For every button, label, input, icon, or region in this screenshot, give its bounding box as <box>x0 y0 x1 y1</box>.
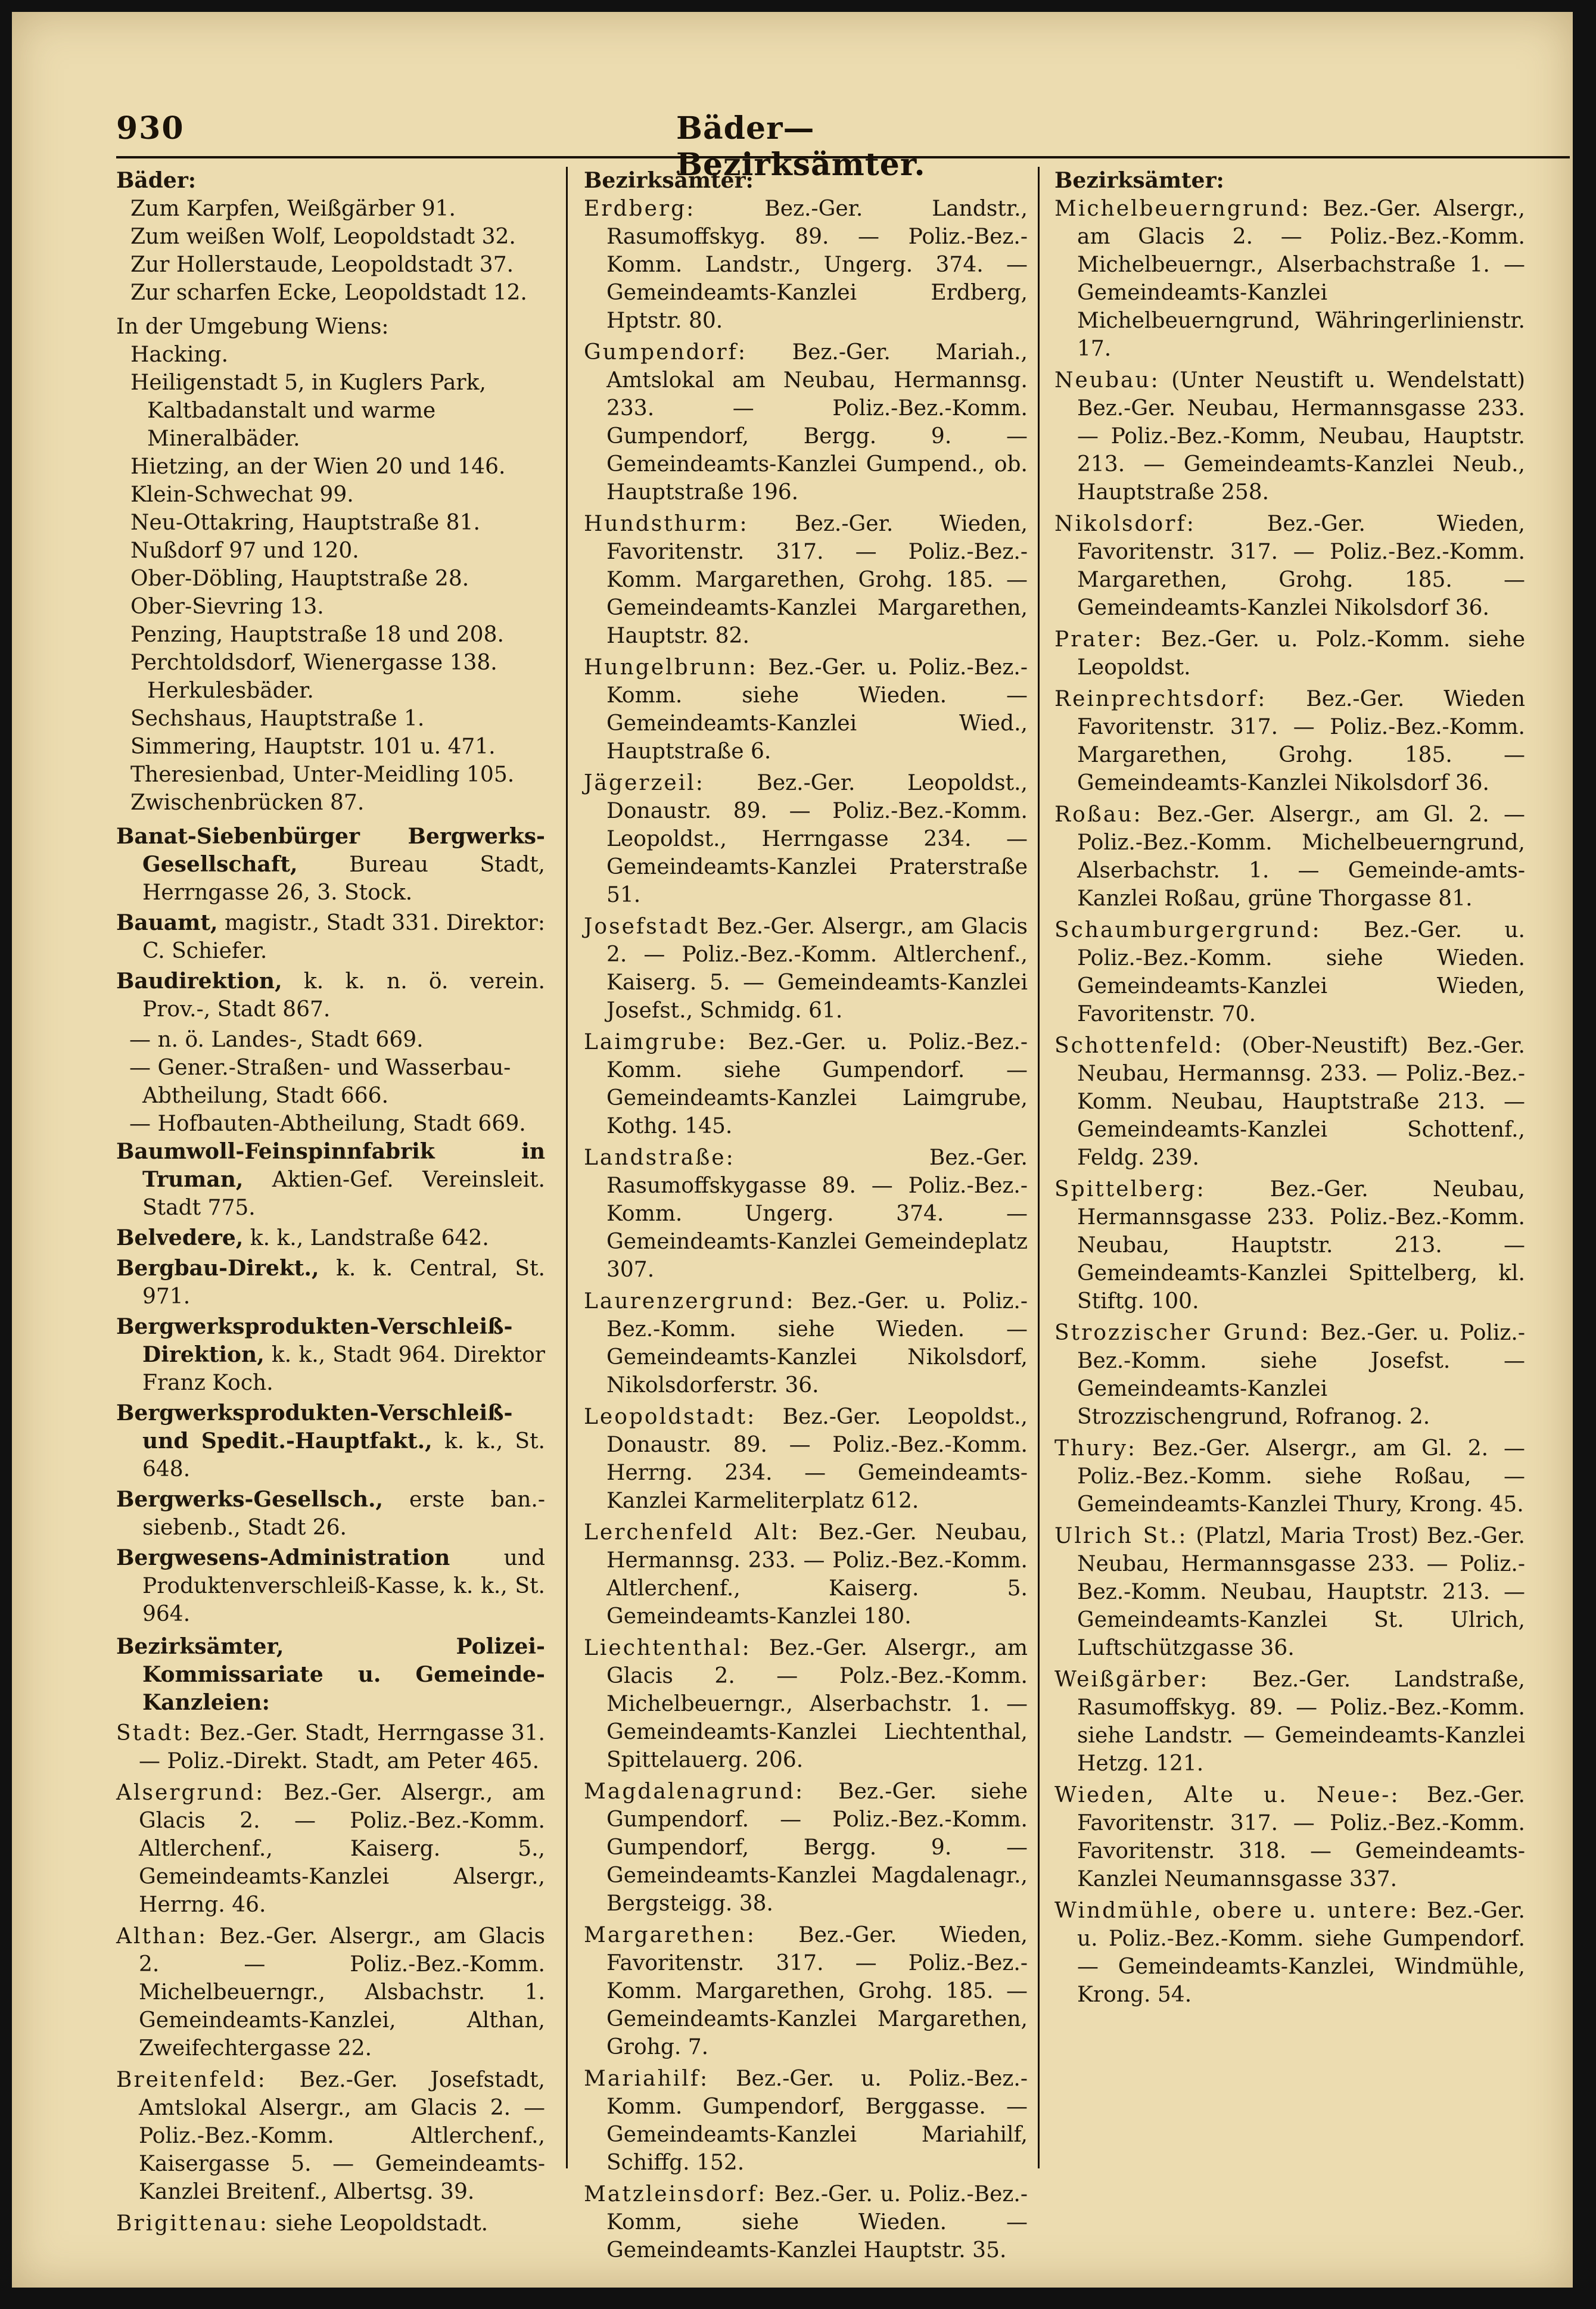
place-entry <box>116 1719 545 1775</box>
place-name: Josefstadt <box>584 914 710 939</box>
list-item: Heiligenstadt 5, in Kuglers Park, Kaltbadanstalt und warme Mineralbäder. <box>130 371 486 451</box>
list-item: Ober-Sievring 13. <box>130 595 324 619</box>
entry-key: Bergwesens-Administration <box>116 1545 450 1570</box>
list-item: Zum Karpfen, Weißgärber 91. <box>130 197 456 221</box>
place-text: Bez.-Ger. Rasumoffskygasse 89. — Poliz.-Bez.-Komm. Ungerg. 374. — Gemeindeamts-Kanzlei Gemeindeplatz 307. <box>606 1146 1028 1282</box>
place-entry <box>584 913 1028 1025</box>
place-text: Bez.-Ger. Landstraße, Rasumoffskyg. 89. — Poliz.-Bez.-Komm. siehe Landstr. — Gemeindeamts-Kanzlei Hetzg. 121. <box>1077 1667 1525 1776</box>
place-name: Jägerzeil: <box>584 771 705 795</box>
place-name: Roßau: <box>1054 802 1143 827</box>
entry-text: Aktien-Gef. Vereinsleit. Stadt 775. <box>142 1168 545 1220</box>
place-entry <box>116 2210 545 2238</box>
place-name: Althan: <box>116 1924 207 1949</box>
list-item: Hietzing, an der Wien 20 und 146. <box>130 455 506 479</box>
list-item: Zum weißen Wolf, Leopoldstadt 32. <box>130 225 516 249</box>
place-name: Magdalenagrund: <box>584 1779 805 1804</box>
place-entry <box>584 510 1028 650</box>
sub-entry: — Gener.-Straßen- und Wasserbau-Abtheilung, Stadt 666. <box>129 1056 511 1108</box>
place-entry <box>584 1518 1028 1630</box>
place-text: Bez.-Ger. Alsergr., am Glacis 2. — Polz.-Bez.-Komm. Michelbeuerngr., Alserbachstr. 1. — Gemeindeamts-Kanzlei Liechtenthal, Spittelauerg. 206. <box>606 1636 1028 1772</box>
directory-entry <box>116 909 545 965</box>
place-text: Bez.-Ger. u. Poliz.-Bez.-Komm. siehe Gumpendorf. — Gemeindeamts-Kanzlei, Windmühle, Krong. 54. <box>1077 1899 1525 2007</box>
bezirk-list <box>116 1719 545 2238</box>
place-text: Bez.-Ger. Leopoldst., Donaustr. 89. — Poliz.-Bez.-Komm. Leopoldst., Herrngasse 234. — Gemeindeamts-Kanzlei Praterstraße 51. <box>606 771 1028 907</box>
running-title: Bäder—Bezirksämter. <box>676 110 926 183</box>
place-text: Bez.-Ger. Leopoldst., Donaustr. 89. — Poliz.-Bez.-Komm. Herrng. 234. — Gemeindeamts-Kanzlei Karmeliterplatz 612. <box>606 1405 1028 1513</box>
place-text: Bez.-Ger. siehe Gumpendorf. — Poliz.-Bez.-Komm. Gumpendorf, Bergg. 9. — Gemeindeamts-Kanzlei Magdalenagr., Bergsteigg. 38. <box>606 1779 1028 1916</box>
place-entry <box>116 2066 545 2206</box>
place-text: Bez.-Ger. Alsergr., am Glacis 2. — Poliz.-Bez.-Komm. Altlerchenf., Kaiserg. 5. — Gemeindeamts-Kanzlei Josefst., Schmidg. 61. <box>606 914 1028 1023</box>
column-right <box>1054 167 1525 2192</box>
place-entry <box>1054 801 1525 913</box>
place-text: Bez.-Ger. Alsergr., am Glacis 2. — Poliz.-Bez.-Komm. Michelbeuerngr., Alsbachstr. 1. Gemeindeamts-Kanzlei, Althan, Zweifechtergasse 22. <box>139 1924 545 2061</box>
place-entry <box>584 1778 1028 1918</box>
column-heading: Bezirksämter: <box>1054 168 1224 193</box>
place-name: Brigittenau: <box>116 2211 269 2236</box>
list-item: Perchtoldsdorf, Wienergasse 138. Herkulesbäder. <box>130 651 497 703</box>
place-entry <box>584 338 1028 506</box>
place-text: Bez.-Ger. u. Poliz.-Bez.-Komm. siehe Wieden. — Gemeindeamts-Kanzlei Wied., Hauptstraße 6. <box>606 655 1028 764</box>
page-number: 930 <box>116 110 185 147</box>
entry-key: Baudirektion, <box>116 969 282 994</box>
place-name: Landstraße: <box>584 1146 735 1170</box>
place-name: Gumpendorf: <box>584 340 747 365</box>
place-name: Laurenzergrund: <box>584 1289 795 1314</box>
place-text: (Platzl, Maria Trost) Bez.-Ger. Neubau, Hermannsgasse 233. — Poliz.-Bez.-Komm. Neubau, Hauptstr. 213. — Gemeindeamts-Kanzlei St. Ulrich, Luftschützgasse 36. <box>1077 1524 1525 1660</box>
place-entry <box>1054 1032 1525 1172</box>
list-item: Zur scharfen Ecke, Leopoldstadt 12. <box>130 281 527 305</box>
place-name: Liechtenthal: <box>584 1636 751 1660</box>
place-text: Bez.-Ger. Landstr., Rasumoffskyg. 89. — Poliz.-Bez.-Komm. Landstr., Ungerg. 374. — Gemeindeamts-Kanzlei Erdberg, Hptstr. 80. <box>606 197 1028 333</box>
entry-key: Baumwoll-Feinspinnfabrik in Truman, <box>116 1139 545 1192</box>
place-entry <box>584 2180 1028 2264</box>
page-header <box>116 110 992 183</box>
place-entry <box>584 1287 1028 1399</box>
place-text: siehe Leopoldstadt. <box>268 2211 489 2236</box>
place-name: Breitenfeld: <box>116 2068 267 2092</box>
place-name: Ulrich St.: <box>1054 1524 1188 1548</box>
place-text: Bez.-Ger. u. Poliz.-Bez.-Komm, siehe Wieden. — Gemeindeamts-Kanzlei Hauptstr. 35. <box>606 2182 1028 2263</box>
directory-entry <box>116 1313 545 1397</box>
place-entry <box>1054 1897 1525 2009</box>
entry-key: Bergwerksprodukten-Verschleiß-Direktion, <box>116 1314 513 1367</box>
place-text: Bez.-Ger. Favoritenstr. 317. — Poliz.-Bez.-Komm. Favoritenstr. 318. — Gemeindeamts-Kanzlei Neumannsgasse 337. <box>1077 1783 1525 1891</box>
place-text: Bez.-Ger. Alsergr., am Glacis 2. — Poliz.-Bez.-Komm. Altlerchenf., Kaiserg. 5., Gemeindeamts-Kanzlei Alsergr., Herrng. 46. <box>139 1781 545 1917</box>
entry-text: k. k. Central, St. 971. <box>142 1256 545 1309</box>
place-name: Wieden, Alte u. Neue-: <box>1054 1783 1400 1807</box>
entry-key: Bauamt, <box>116 910 218 935</box>
place-entry <box>1054 916 1525 1028</box>
place-name: Michelbeuerngrund: <box>1054 197 1311 221</box>
list-item: Theresienbad, Unter-Meidling 105. <box>130 763 515 787</box>
place-name: Strozzischer Grund: <box>1054 1321 1311 1345</box>
place-entry <box>584 654 1028 765</box>
column-divider <box>566 167 568 2168</box>
baeder-list <box>116 195 545 307</box>
place-name: Schottenfeld: <box>1054 1034 1224 1058</box>
directory-entry <box>116 967 545 1023</box>
place-name: Neubau: <box>1054 368 1160 393</box>
place-name: Matzleinsdorf: <box>584 2182 767 2207</box>
entry-text: k. k., St. 648. <box>142 1429 545 1482</box>
place-text: Bez.-Ger. Wieden, Favoritenstr. 317. — Poliz.-Bez.-Komm. Margarethen, Grohg. 185. — Gemeindeamts-Kanzlei Margarethen, Grohg. 7. <box>606 1923 1028 2059</box>
directory-entry <box>116 1255 545 1311</box>
place-text: Bez.-Ger. Stadt, Herrngasse 31. — Poliz.-Direkt. Stadt, am Peter 465. <box>139 1721 545 1773</box>
place-text: Bez.-Ger. Alsergr., am Gl. 2. — Poliz.-Bez.-Komm. siehe Roßau, — Gemeindeamts-Kanzlei Thury, Krong. 45. <box>1077 1436 1525 1517</box>
place-text: (Ober-Neustift) Bez.-Ger. Neubau, Hermannsg. 233. — Poliz.-Bez.-Komm. Neubau, Hauptstraße 213. — Gemeindeamts-Kanzlei Schottenf., Feldg. 239. <box>1077 1034 1525 1170</box>
place-name: Hundsthurm: <box>584 512 749 536</box>
place-entry <box>1054 195 1525 363</box>
list-item: Zwischenbrücken 87. <box>130 791 365 815</box>
entry-key: Bergwerks-Gesellsch., <box>116 1487 384 1512</box>
place-name: Lerchenfeld Alt: <box>584 1520 800 1545</box>
entry-key: Bergbau-Direkt., <box>116 1256 319 1281</box>
place-entry <box>1054 510 1525 622</box>
place-entry <box>584 195 1028 335</box>
place-name: Alsergrund: <box>116 1781 265 1805</box>
entry-text: erste ban.-siebenb., Stadt 26. <box>142 1488 545 1540</box>
place-entry <box>584 1144 1028 1284</box>
place-entry <box>1054 1522 1525 1662</box>
entry-text: k. k. n. ö. verein. Prov.-, Stadt 867. <box>142 969 545 1022</box>
place-name: Windmühle, obere u. untere: <box>1054 1899 1419 1923</box>
place-text: Bez.-Ger. Neubau, Hermannsg. 233. — Poliz.-Bez.-Komm. Altlerchenf., Kaiserg. 5. Gemeindeamts-Kanzlei 180. <box>606 1520 1028 1629</box>
place-text: Bez.-Ger. u. Poliz.-Bez.-Komm. siehe Gumpendorf. — Gemeindeamts-Kanzlei Laimgrube, Kothg. 145. <box>606 1030 1028 1138</box>
directory-entry <box>116 1486 545 1542</box>
entry-text: k. k., Landstraße 642. <box>243 1226 489 1250</box>
list-item: Simmering, Hauptstr. 101 u. 471. <box>130 735 496 759</box>
place-text: Bez.-Ger. u. Poliz.-Bez.-Komm. siehe Wieden. Gemeindeamts-Kanzlei Wieden, Favoritenstr. 70. <box>1077 918 1525 1026</box>
list-item: Zur Hollerstaude, Leopoldstadt 37. <box>130 253 514 277</box>
directory-entry <box>116 1224 545 1252</box>
place-name: Mariahilf: <box>584 2067 710 2091</box>
place-name: Stadt: <box>116 1721 193 1745</box>
place-text: (Unter Neustift u. Wendelstatt) Bez.-Ger. Neubau, Hermannsgasse 233. — Poliz.-Bez.-Komm, Neubau, Hauptstr. 213. — Gemeindeamts-Kanzlei Neub., Hauptstraße 258. <box>1077 368 1525 505</box>
place-name: Thury: <box>1054 1436 1137 1461</box>
place-text: Bez.-Ger. u. Polz.-Komm. siehe Leopoldst. <box>1077 627 1525 680</box>
place-text: Bez.-Ger. u. Poliz.-Bez.-Komm. siehe Josefst. — Gemeindeamts-Kanzlei Strozzischengrund, Rofranog. 2. <box>1077 1321 1526 1429</box>
place-name: Erdberg: <box>584 197 696 221</box>
place-entry <box>116 1922 545 2062</box>
list-item: Klein-Schwechat 99. <box>130 483 354 507</box>
place-name: Weißgärber: <box>1054 1667 1209 1692</box>
place-name: Prater: <box>1054 627 1144 652</box>
place-text: Bez.-Ger. u. Poliz.-Bez.-Komm. Gumpendorf, Berggasse. — Gemeindeamts-Kanzlei Mariahilf, Schiffg. 152. <box>606 2067 1028 2175</box>
section-heading-bezirksaemter: Bezirksämter, Polizei-Kommissariate u. Gemeinde-Kanzleien: <box>116 1634 545 1715</box>
place-entry <box>1054 1781 1525 1893</box>
entry-text: magistr., Stadt 331. Direktor: C. Schiefer. <box>142 911 545 963</box>
list-item: Sechshaus, Hauptstraße 1. <box>130 707 425 731</box>
place-entry <box>584 2065 1028 2177</box>
column-heading: Bezirksämter: <box>584 168 754 193</box>
place-entry <box>1054 1175 1525 1315</box>
sub-entry: — Hofbauten-Abtheilung, Stadt 669. <box>129 1112 526 1136</box>
place-name: Spittelberg: <box>1054 1177 1206 1202</box>
place-name: Leopoldstadt: <box>584 1405 757 1429</box>
place-entry <box>584 1921 1028 2061</box>
place-text: Bez.-Ger. Wieden, Favoritenstr. 317. — Poliz.-Bez.-Komm. Margarethen, Grohg. 185. — Gemeindeamts-Kanzlei Margarethen, Hauptstr. 82. <box>606 512 1028 648</box>
place-text: Bez.-Ger. Alsergr., am Glacis 2. — Poliz.-Bez.-Komm. Michelbeuerngr., Alserbachstraße 1. — Gemeindeamts-Kanzlei Michelbeuerngrund, Währingerlinienstr. 17. <box>1077 197 1525 361</box>
place-text: Bez.-Ger. Alsergr., am Gl. 2. — Poliz.-Bez.-Komm. Michelbeuerngrund, Alserbachstr. 1. — Gemeinde-amts-Kanzlei Roßau, grüne Thorgasse 81. <box>1077 802 1525 911</box>
entry-text: Bureau Stadt, Herrngasse 26, 3. Stock. <box>142 852 545 905</box>
list-item: Nußdorf 97 und 120. <box>130 539 359 563</box>
entry-key: Belvedere, <box>116 1225 244 1250</box>
list-item: Ober-Döbling, Hauptstraße 28. <box>130 567 469 591</box>
place-entry <box>1054 1666 1525 1778</box>
place-entry <box>584 1403 1028 1515</box>
place-text: Bez.-Ger. Wieden Favoritenstr. 317. — Poliz.-Bez.-Komm. Margarethen, Grohg. 185. — Gemeindeamts-Kanzlei Nikolsdorf 36. <box>1077 687 1525 795</box>
column-middle <box>584 167 1028 2263</box>
entry-text: k. k., Stadt 964. Direktor Franz Koch. <box>142 1343 545 1395</box>
place-text: Bez.-Ger. Mariah., Amtslokal am Neubau, Hermannsg. 233. — Poliz.-Bez.-Komm. Gumpendorf, Bergg. 9. — Gemeindeamts-Kanzlei Gumpend., ob. Hauptstraße 196. <box>606 340 1028 505</box>
directory-entry <box>116 1544 545 1628</box>
place-entry <box>1054 366 1525 506</box>
list-item: Penzing, Hauptstraße 18 und 208. <box>130 623 504 647</box>
place-name: Reinprechtsdorf: <box>1054 687 1267 711</box>
place-entry <box>116 1779 545 1919</box>
column-divider <box>1038 167 1040 2168</box>
place-name: Hungelbrunn: <box>584 655 758 680</box>
list-item: Neu-Ottakring, Hauptstraße 81. <box>130 511 480 535</box>
place-entry <box>1054 626 1525 682</box>
place-text: Bez.-Ger. u. Poliz.-Bez.-Komm. siehe Wieden. — Gemeindeamts-Kanzlei Nikolsdorf, Nikolsdorferstr. 36. <box>606 1289 1028 1398</box>
place-name: Schaumburgergrund: <box>1054 918 1321 942</box>
entry-key: Bergwerksprodukten-Verschleiß- und Spedit.-Hauptfakt., <box>116 1401 513 1454</box>
entry-text: und Produktenverschleiß-Kasse, k. k., St. 964. <box>142 1546 545 1626</box>
book-page <box>12 12 1573 2288</box>
place-text: Bez.-Ger. Neubau, Hermannsgasse 233. Poliz.-Bez.-Komm. Neubau, Hauptstr. 213. — Gemeindeamts-Kanzlei Spittelberg, kl. Stiftg. 100. <box>1077 1177 1525 1314</box>
entry-key: Banat-Siebenbürger Bergwerks-Gesellschaft, <box>116 824 545 877</box>
place-name: Laimgrube: <box>584 1030 727 1054</box>
place-entry <box>584 1634 1028 1774</box>
directory-entry <box>116 823 545 907</box>
sub-entry: — n. ö. Landes-, Stadt 669. <box>129 1028 424 1052</box>
place-name: Margarethen: <box>584 1923 756 1947</box>
place-text: Bez.-Ger. Wieden, Favoritenstr. 317. — Poliz.-Bez.-Komm. Margarethen, Grohg. 185. — Gemeindeamts-Kanzlei Nikolsdorf 36. <box>1077 512 1525 620</box>
place-entry <box>1054 1434 1525 1518</box>
directory-entry <box>116 1399 545 1483</box>
place-text: Bez.-Ger. Josefstadt, Amtslokal Alsergr., am Glacis 2. — Poliz.-Bez.-Komm. Altlerchenf., Kaisergasse 5. — Gemeindeamts-Kanzlei Breitenf., Albertsg. 39. <box>139 2068 545 2204</box>
place-entry <box>584 1028 1028 1140</box>
place-name: Nikolsdorf: <box>1054 512 1196 536</box>
column-left <box>116 167 545 2236</box>
umgebung-list <box>116 341 545 817</box>
list-item: Hacking. <box>130 343 229 367</box>
directory-entries <box>116 823 545 1628</box>
header-rule <box>116 156 1570 158</box>
place-entry <box>584 769 1028 909</box>
place-entry <box>1054 685 1525 797</box>
directory-entry <box>116 1138 545 1222</box>
section-heading-umgebung: In der Umgebung Wiens: <box>116 315 389 339</box>
place-entry <box>1054 1319 1525 1431</box>
section-heading-baeder: Bäder: <box>116 168 197 193</box>
